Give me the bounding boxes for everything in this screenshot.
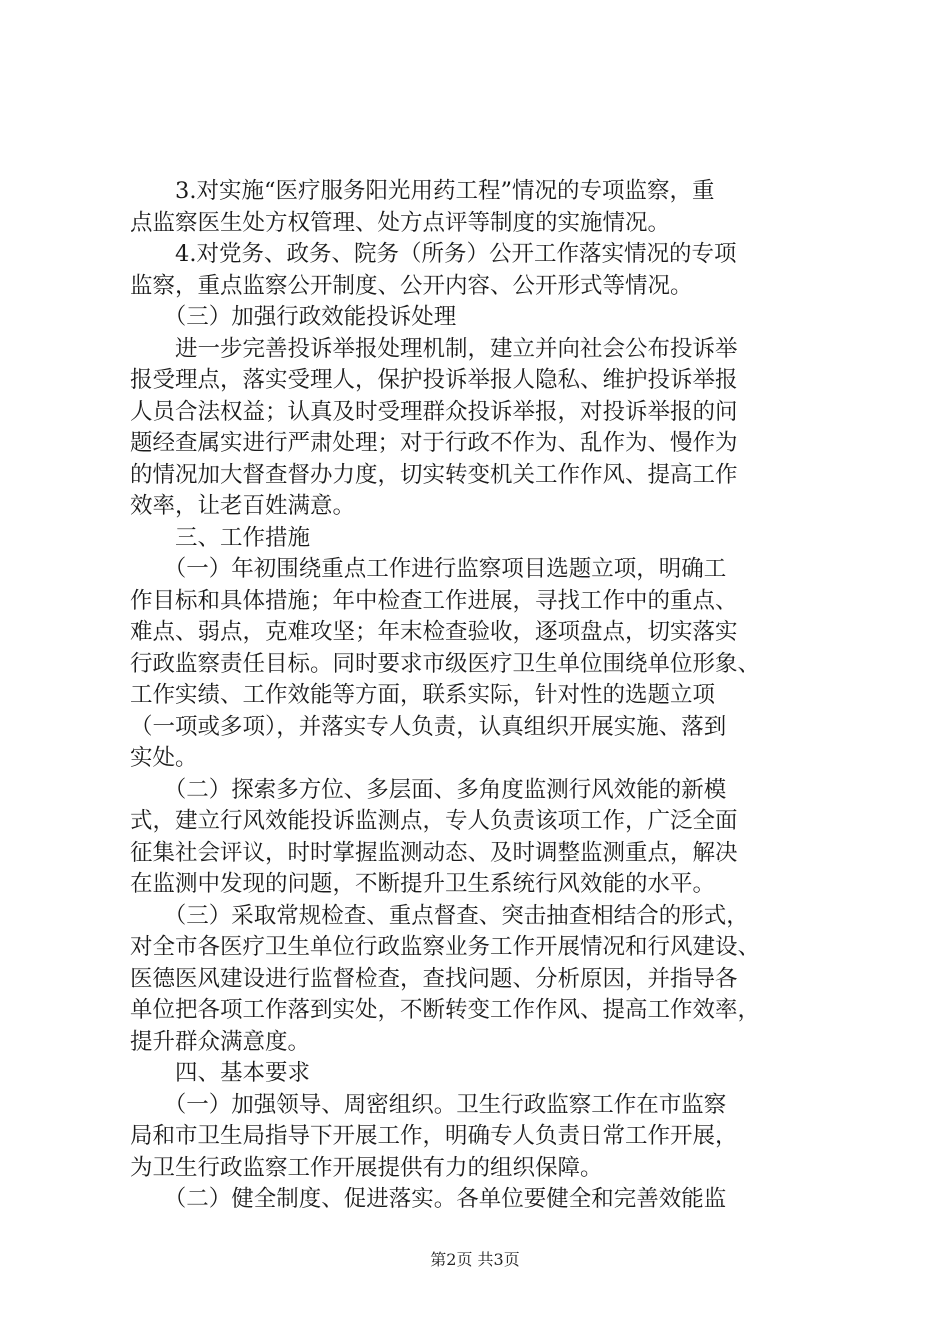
text-line: （三）加强行政效能投诉处理	[130, 304, 457, 330]
text-line: 效率，让老百姓满意。	[130, 493, 356, 519]
text-line: （一）年初围绕重点工作进行监察项目选题立项，明确工	[130, 556, 727, 582]
text-line: 行政监察责任目标。同时要求市级医疗卫生单位围绕单位形象、	[130, 650, 761, 677]
text-line: 医德医风建设进行监督检查，查找问题、分析原因，并指导各	[130, 965, 738, 992]
text-line: 的情况加大督查督办力度，切实转变机关工作作风、提高工作	[130, 461, 738, 488]
text-line: 4.对党务、政务、院务（所务）公开工作落实情况的专项	[130, 241, 737, 267]
text-line: 式，建立行风效能投诉监测点，专人负责该项工作，广泛全面	[130, 808, 738, 834]
text-line: （三）采取常规检查、重点督查、突击抽查相结合的形式，	[130, 902, 749, 929]
text-line: 进一步完善投诉举报处理机制，建立并向社会公布投诉举	[130, 335, 738, 362]
text-line: 难点、弱点，克难攻坚；年末检查验收，逐项盘点，切实落实	[130, 619, 738, 645]
text-line: 征集社会评议，时时掌握监测动态、及时调整监测重点，解决	[130, 839, 738, 866]
page-footer: 第2页 共3页	[430, 1250, 520, 1269]
text-line: 三、工作措施	[130, 524, 311, 551]
text-line: 实处。	[130, 745, 198, 771]
text-line: 3.对实施“医疗服务阳光用药工程”情况的专项监察，重	[130, 178, 715, 204]
text-line: 为卫生行政监察工作开展提供有力的组织保障。	[130, 1154, 603, 1181]
text-line: （二）健全制度、促进落实。各单位要健全和完善效能监	[130, 1186, 727, 1212]
text-line: 局和市卫生局指导下开展工作，明确专人负责日常工作开展，	[130, 1123, 738, 1149]
text-line: 四、基本要求	[130, 1060, 311, 1086]
text-line: 人员合法权益；认真及时受理群众投诉举报，对投诉举报的问	[130, 398, 738, 425]
text-line: （一）加强领导、周密组织。卫生行政监察工作在市监察	[130, 1091, 727, 1118]
document-body	[130, 176, 830, 1216]
text-line: 报受理点，落实受理人，保护投诉举报人隐私、维护投诉举报	[130, 367, 738, 393]
text-line: 在监测中发现的问题，不断提升卫生系统行风效能的水平。	[130, 871, 716, 897]
text-line: 点监察医生处方权管理、处方点评等制度的实施情况。	[130, 209, 671, 236]
text-line: （一项或多项），并落实专人负责，认真组织开展实施、落到	[130, 713, 727, 740]
text-line: 题经查属实进行严肃处理；对于行政不作为、乱作为、慢作为	[130, 430, 738, 456]
text-line: 对全市各医疗卫生单位行政监察业务工作开展情况和行风建设、	[130, 934, 761, 960]
text-line: 作目标和具体措施；年中检查工作进展，寻找工作中的重点、	[130, 587, 738, 614]
text-line: 单位把各项工作落到实处，不断转变工作作风、提高工作效率，	[130, 997, 761, 1023]
text-line: 工作实绩、工作效能等方面，联系实际，针对性的选题立项	[130, 682, 716, 708]
text-line: 监察，重点监察公开制度、公开内容、公开形式等情况。	[130, 272, 693, 299]
text-line: （二）探索多方位、多层面、多角度监测行风效能的新模	[130, 776, 727, 803]
text-line: 提升群众满意度。	[130, 1028, 311, 1055]
